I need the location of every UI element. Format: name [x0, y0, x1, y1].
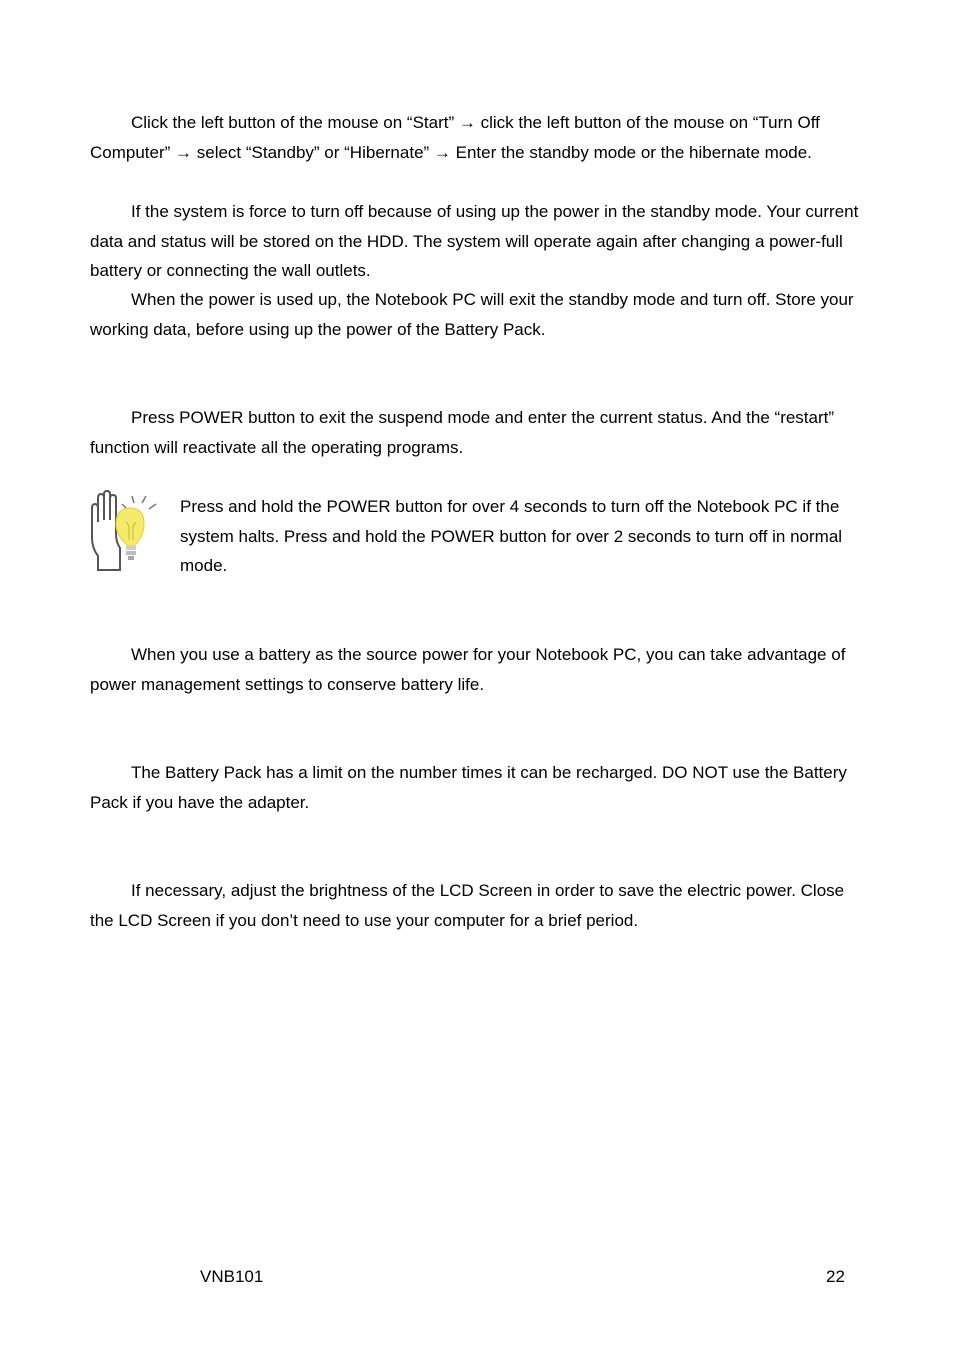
page-number: 22	[826, 1267, 845, 1286]
tip-note: Press and hold the POWER button for over 4 seconds to turn off the Notebook PC if the system halts. Press and hold the POWER button for over 2 seconds to turn off in normal mode.	[180, 497, 843, 575]
paragraph-standby-steps: Click the left button of the mouse on “Start” → click the left button of the mouse on “Turn Off Computer” → select “Standby” or “Hibernate” → Enter the standby mode or the hibernate mode.	[90, 113, 820, 162]
paragraph-lcd-brightness: If necessary, adjust the brightness of the LCD Screen in order to save the electric power. Close the LCD Screen if you don’t need to use your computer for a brief period.	[90, 881, 845, 930]
footer-model: VNB101	[200, 1267, 264, 1286]
paragraph-force-off: If the system is force to turn off because of using up the power in the standby mode. Your current data and status will be stored on the HDD. The system will operate again after changing a power-full battery or connecting the wall outlets.	[90, 202, 859, 280]
paragraph-power-used-up: When the power is used up, the Notebook PC will exit the standby mode and turn off. Store your working data, before using up the power of the Battery Pack.	[90, 290, 854, 339]
paragraph-resume: Press POWER button to exit the suspend mode and enter the current status. And the “restart” function will reactivate all the operating programs.	[90, 408, 835, 457]
paragraph-power-management: When you use a battery as the source power for your Notebook PC, you can take advantage of power management settings to conserve battery life.	[90, 645, 846, 694]
hand-lightbulb-icon	[86, 490, 166, 574]
paragraph-battery-limit: The Battery Pack has a limit on the number times it can be recharged. DO NOT use the Battery Pack if you have the adapter.	[90, 763, 847, 812]
